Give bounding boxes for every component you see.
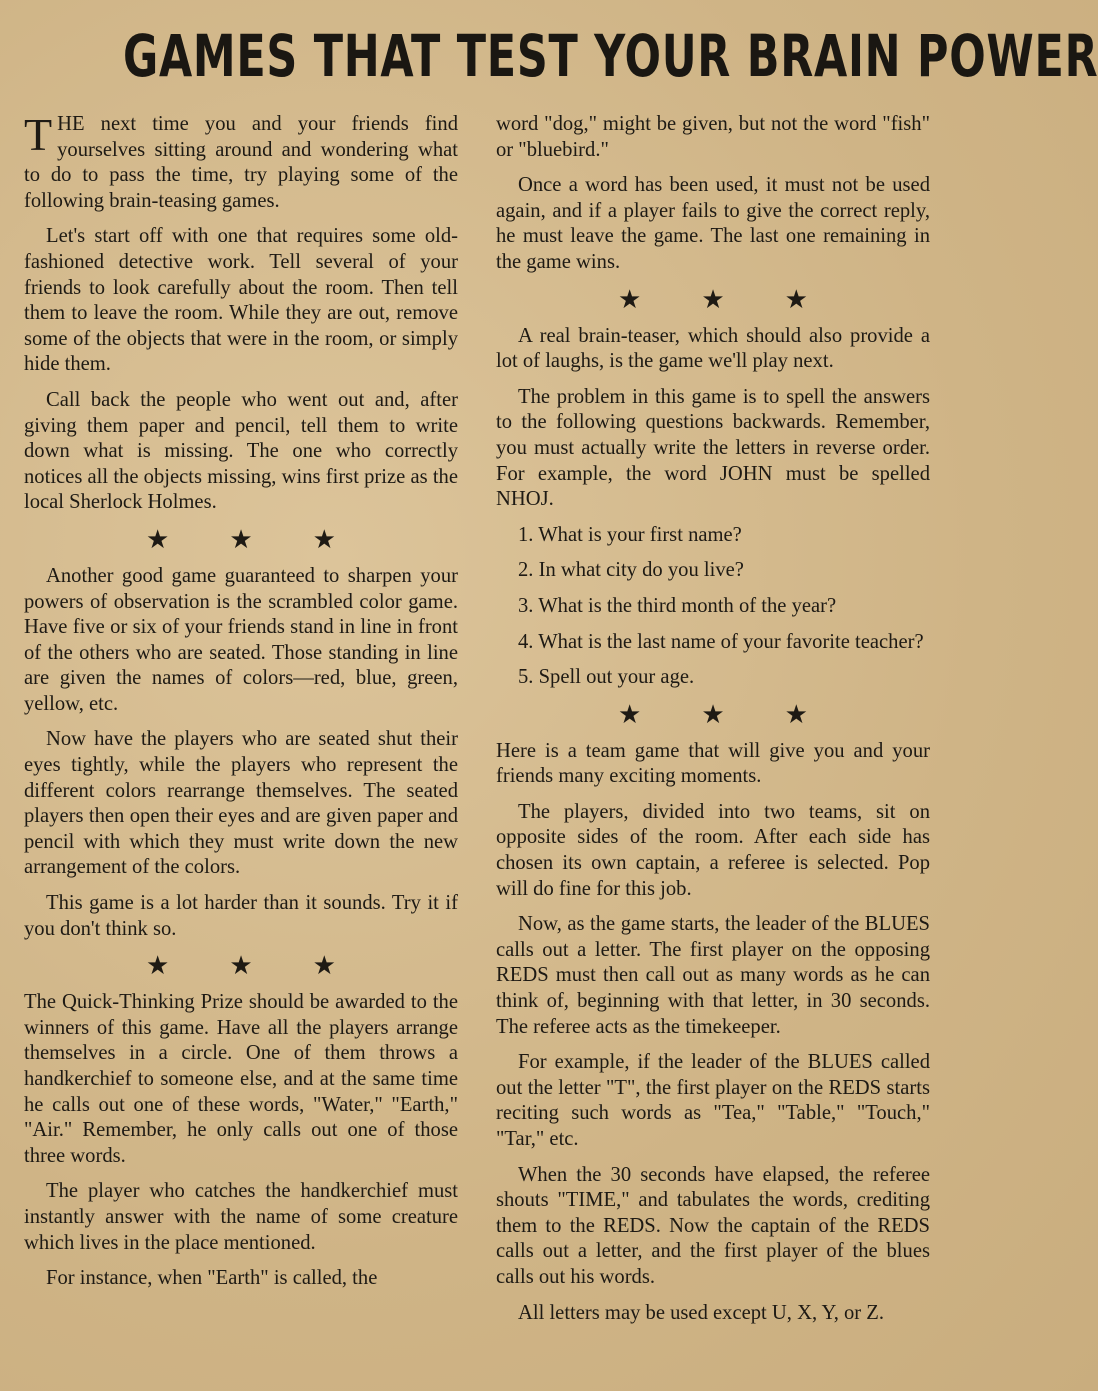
paragraph: Once a word has been used, it must not be used again, and if a player fails to give the correct reply, he must leave the game. The last one remaining in the game wins. (496, 174, 930, 273)
question-item: 5. Spell out your age. (518, 666, 695, 689)
star-icon: ★ (701, 699, 725, 729)
section-divider (496, 286, 930, 314)
paragraph: Another good game guaranteed to sharpen your powers of observation is the scrambled color game. Have five or six of your friends stand in line in front of the others who are seated. Those standing in line are given the names of colors—red, blue, green, yellow, etc. (24, 564, 458, 715)
right-column (496, 112, 930, 1336)
drop-cap: T (24, 109, 53, 160)
question-item: 1. What is your first name? (518, 523, 742, 546)
paragraph: A real brain-teaser, which should also provide a lot of laughs, is the game we'll play next. (496, 324, 930, 373)
paragraph: The problem in this game is to spell the answers to the following questions backwards. Remember, you must actually write the letters in reverse order. For example, the word JOHN must be spelled NHOJ. (496, 385, 930, 511)
star-icon: ★ (229, 524, 253, 554)
star-icon: ★ (618, 699, 642, 729)
paragraph: The Quick-Thinking Prize should be awarded to the winners of this game. Have all the players arrange themselves in a circle. One of them throws a handkerchief to someone else, and at the same time he calls out one of these words, "Water," "Earth," "Air." Remember, he only calls out one of those three words. (24, 991, 458, 1167)
question-item: 4. What is the last name of your favorite teacher? (518, 630, 924, 653)
star-icon: ★ (701, 284, 725, 314)
section-divider (496, 701, 930, 729)
paragraph: Let's start off with one that requires some old-fashioned detective work. Tell several of your friends to look carefully about the room. Then tell them to leave the room. While they are out, remove some of the objects that were in the room, or simply hide them. (24, 225, 458, 376)
paragraph: All letters may be used except U, X, Y, or Z. (518, 1301, 885, 1324)
paragraph: Now, as the game starts, the leader of the BLUES calls out a letter. The first player on the opposing REDS must then call out as many words as he can think of, beginning with that letter, in 30 seconds. The referee acts as the timekeeper. (496, 913, 930, 1038)
paragraph: Here is a team game that will give you and your friends many exciting moments. (496, 739, 930, 788)
paragraph: The players, divided into two teams, sit on opposite sides of the room. After each side has chosen its own captain, a referee is selected. Pop will do fine for this job. (496, 800, 930, 900)
left-column (24, 109, 458, 1302)
paragraph: For example, if the leader of the BLUES called out the letter "T", the first player on the REDS starts reciting such words as "Tea," "Table," "Touch," "Tar," etc. (496, 1051, 930, 1150)
section-divider (24, 952, 458, 980)
paragraph: The player who catches the handkerchief must instantly answer with the name of some creature which lives in the place mentioned. (24, 1180, 458, 1254)
star-icon: ★ (146, 951, 170, 981)
star-icon: ★ (784, 699, 808, 729)
star-icon: ★ (146, 524, 170, 554)
intro-paragraph: THE next time you and your friends find yourselves sitting around and wondering what to do to pass the time, try playing some of the following brain-teasing games. (24, 109, 458, 212)
question-item: 3. What is the third month of the year? (518, 594, 837, 617)
paragraph: Now have the players who are seated shut their eyes tightly, while the players who represent the different colors rearrange themselves. The seated players then open their eyes and are given paper and pencil with which they must write down the new arrangement of the colors. (24, 728, 458, 879)
paragraph: This game is a lot harder than it sounds. Try it if you don't think so. (24, 892, 458, 940)
star-icon: ★ (229, 951, 253, 981)
paragraph: When the 30 seconds have elapsed, the referee shouts "TIME," and tabulates the words, crediting them to the REDS. Now the captain of the REDS calls out a letter, and the first player of the blues calls out his words. (496, 1163, 930, 1288)
paragraph: For instance, when "Earth" is called, the (46, 1267, 378, 1290)
paragraph: word "dog," might be given, but not the word "fish" or "bluebird." (496, 113, 930, 161)
question-item: 2. In what city do you live? (518, 559, 744, 582)
star-icon: ★ (312, 951, 336, 981)
paragraph: Call back the people who went out and, after giving them paper and pencil, tell them to write down what is missing. The one who correctly notices all the objects missing, wins first prize as the local Sherlock Holmes. (24, 388, 458, 514)
section-divider (24, 526, 458, 554)
star-icon: ★ (784, 284, 808, 314)
page-title: GAMES THAT TEST YOUR BRAIN POWER (122, 22, 1098, 90)
star-icon: ★ (312, 524, 336, 554)
star-icon: ★ (618, 284, 642, 314)
